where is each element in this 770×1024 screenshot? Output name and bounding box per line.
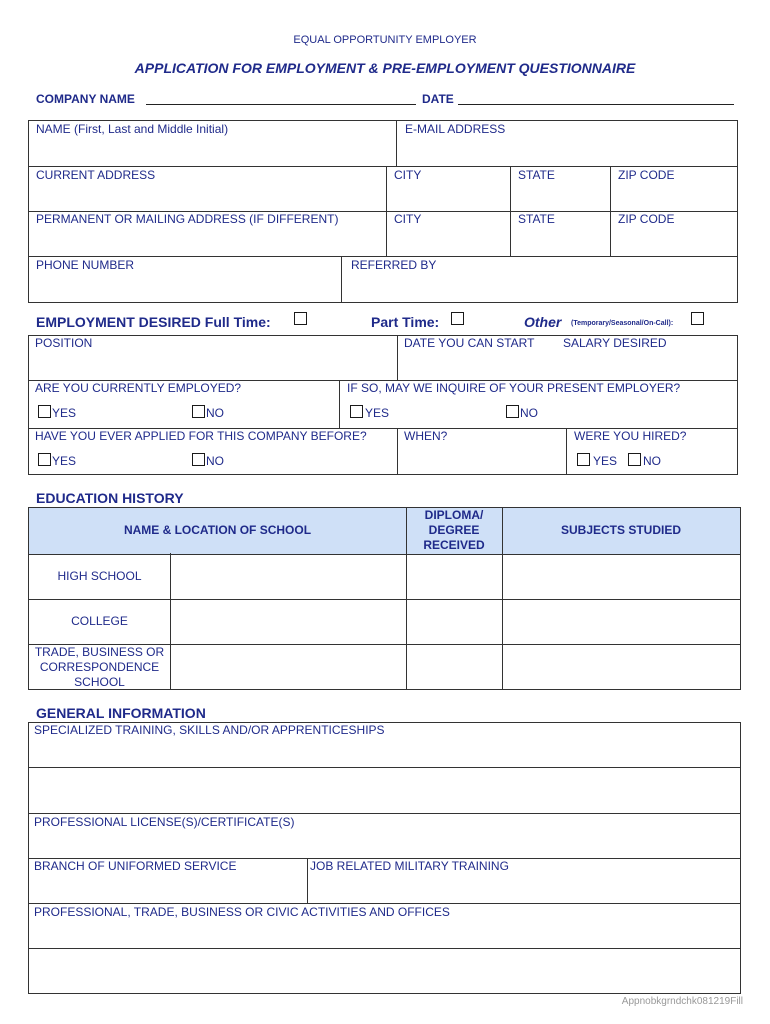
part-time-checkbox[interactable] [451, 312, 464, 325]
applied-before-label: HAVE YOU EVER APPLIED FOR THIS COMPANY BEFORE? [35, 429, 367, 443]
name-field[interactable]: NAME (First, Last and Middle Initial) [36, 122, 229, 136]
employed-no-checkbox[interactable] [192, 405, 205, 418]
inquire-no-label: NO [520, 406, 538, 420]
company-name-field[interactable] [146, 104, 416, 105]
college-label: COLLEGE [71, 614, 128, 628]
referred-by-field[interactable]: REFERRED BY [351, 258, 437, 272]
employed-no-label: NO [206, 406, 224, 420]
education-heading: EDUCATION HISTORY [36, 490, 184, 506]
position-field[interactable]: POSITION [35, 336, 93, 350]
applied-yes-checkbox[interactable] [38, 453, 51, 466]
applied-yes-label: YES [52, 454, 77, 468]
date-start-field[interactable]: DATE YOU CAN START [404, 336, 535, 350]
when-field[interactable]: WHEN? [404, 429, 448, 443]
permanent-state-field[interactable]: STATE [518, 212, 555, 226]
licenses-field[interactable]: PROFESSIONAL LICENSE(S)/CERTIFICATE(S) [34, 815, 295, 829]
were-hired-label: WERE YOU HIRED? [574, 429, 687, 443]
city-field[interactable]: CITY [394, 168, 422, 182]
currently-employed-label: ARE YOU CURRENTLY EMPLOYED? [35, 381, 242, 395]
applied-no-checkbox[interactable] [192, 453, 205, 466]
company-name-label: COMPANY NAME [36, 92, 135, 106]
top-label: EQUAL OPPORTUNITY EMPLOYER [293, 34, 477, 46]
inquire-no-checkbox[interactable] [506, 405, 519, 418]
form-code: Appnobkgrndchk081219Fill [621, 996, 743, 1007]
military-training-field[interactable]: JOB RELATED MILITARY TRAINING [310, 859, 509, 873]
permanent-address-field[interactable]: PERMANENT OR MAILING ADDRESS (IF DIFFERENT) [36, 212, 339, 226]
state-field[interactable]: STATE [518, 168, 555, 182]
activities-field[interactable]: PROFESSIONAL, TRADE, BUSINESS OR CIVIC ACTIVITIES AND OFFICES [34, 905, 450, 919]
date-field[interactable] [458, 104, 734, 105]
high-school-label: HIGH SCHOOL [57, 569, 142, 583]
employed-yes-checkbox[interactable] [38, 405, 51, 418]
specialized-training-field[interactable]: SPECIALIZED TRAINING, SKILLS AND/OR APPRENTICESHIPS [34, 723, 385, 737]
inquire-yes-label: YES [365, 406, 390, 420]
employed-yes-label: YES [52, 406, 77, 420]
permanent-city-field[interactable]: CITY [394, 212, 422, 226]
employment-desired-heading: EMPLOYMENT DESIRED Full Time: [36, 314, 271, 330]
salary-field[interactable]: SALARY DESIRED [563, 336, 667, 350]
hired-no-checkbox[interactable] [628, 453, 641, 466]
diploma-column-header: DIPLOMA/ DEGREE RECEIVED [423, 508, 485, 552]
trade-school-label: TRADE, BUSINESS OR CORRESPONDENCE SCHOOL [34, 645, 165, 689]
part-time-label: Part Time: [371, 314, 440, 330]
email-field[interactable]: E-MAIL ADDRESS [405, 122, 506, 136]
other-label: Other [524, 314, 562, 330]
inquire-yes-checkbox[interactable] [350, 405, 363, 418]
zip-field[interactable]: ZIP CODE [618, 168, 675, 182]
current-address-field[interactable]: CURRENT ADDRESS [36, 168, 156, 182]
other-checkbox[interactable] [691, 312, 704, 325]
general-info-heading: GENERAL INFORMATION [36, 705, 206, 721]
hired-yes-checkbox[interactable] [577, 453, 590, 466]
phone-field[interactable]: PHONE NUMBER [36, 258, 135, 272]
date-label: DATE [422, 92, 454, 106]
full-time-checkbox[interactable] [294, 312, 307, 325]
applied-no-label: NO [206, 454, 224, 468]
inquire-label: IF SO, MAY WE INQUIRE OF YOUR PRESENT EMPLOYER? [347, 381, 681, 395]
form-title: APPLICATION FOR EMPLOYMENT & PRE-EMPLOYMENT QUESTIONNAIRE [134, 60, 636, 76]
uniformed-service-field[interactable]: BRANCH OF UNIFORMED SERVICE [34, 859, 237, 873]
hired-yes-label: YES [593, 454, 618, 468]
permanent-zip-field[interactable]: ZIP CODE [618, 212, 675, 226]
school-column-header: NAME & LOCATION OF SCHOOL [123, 523, 312, 537]
subjects-column-header: SUBJECTS STUDIED [560, 523, 682, 537]
other-note: (Temporary/Seasonal/On-Call): [571, 320, 674, 327]
hired-no-label: NO [643, 454, 661, 468]
